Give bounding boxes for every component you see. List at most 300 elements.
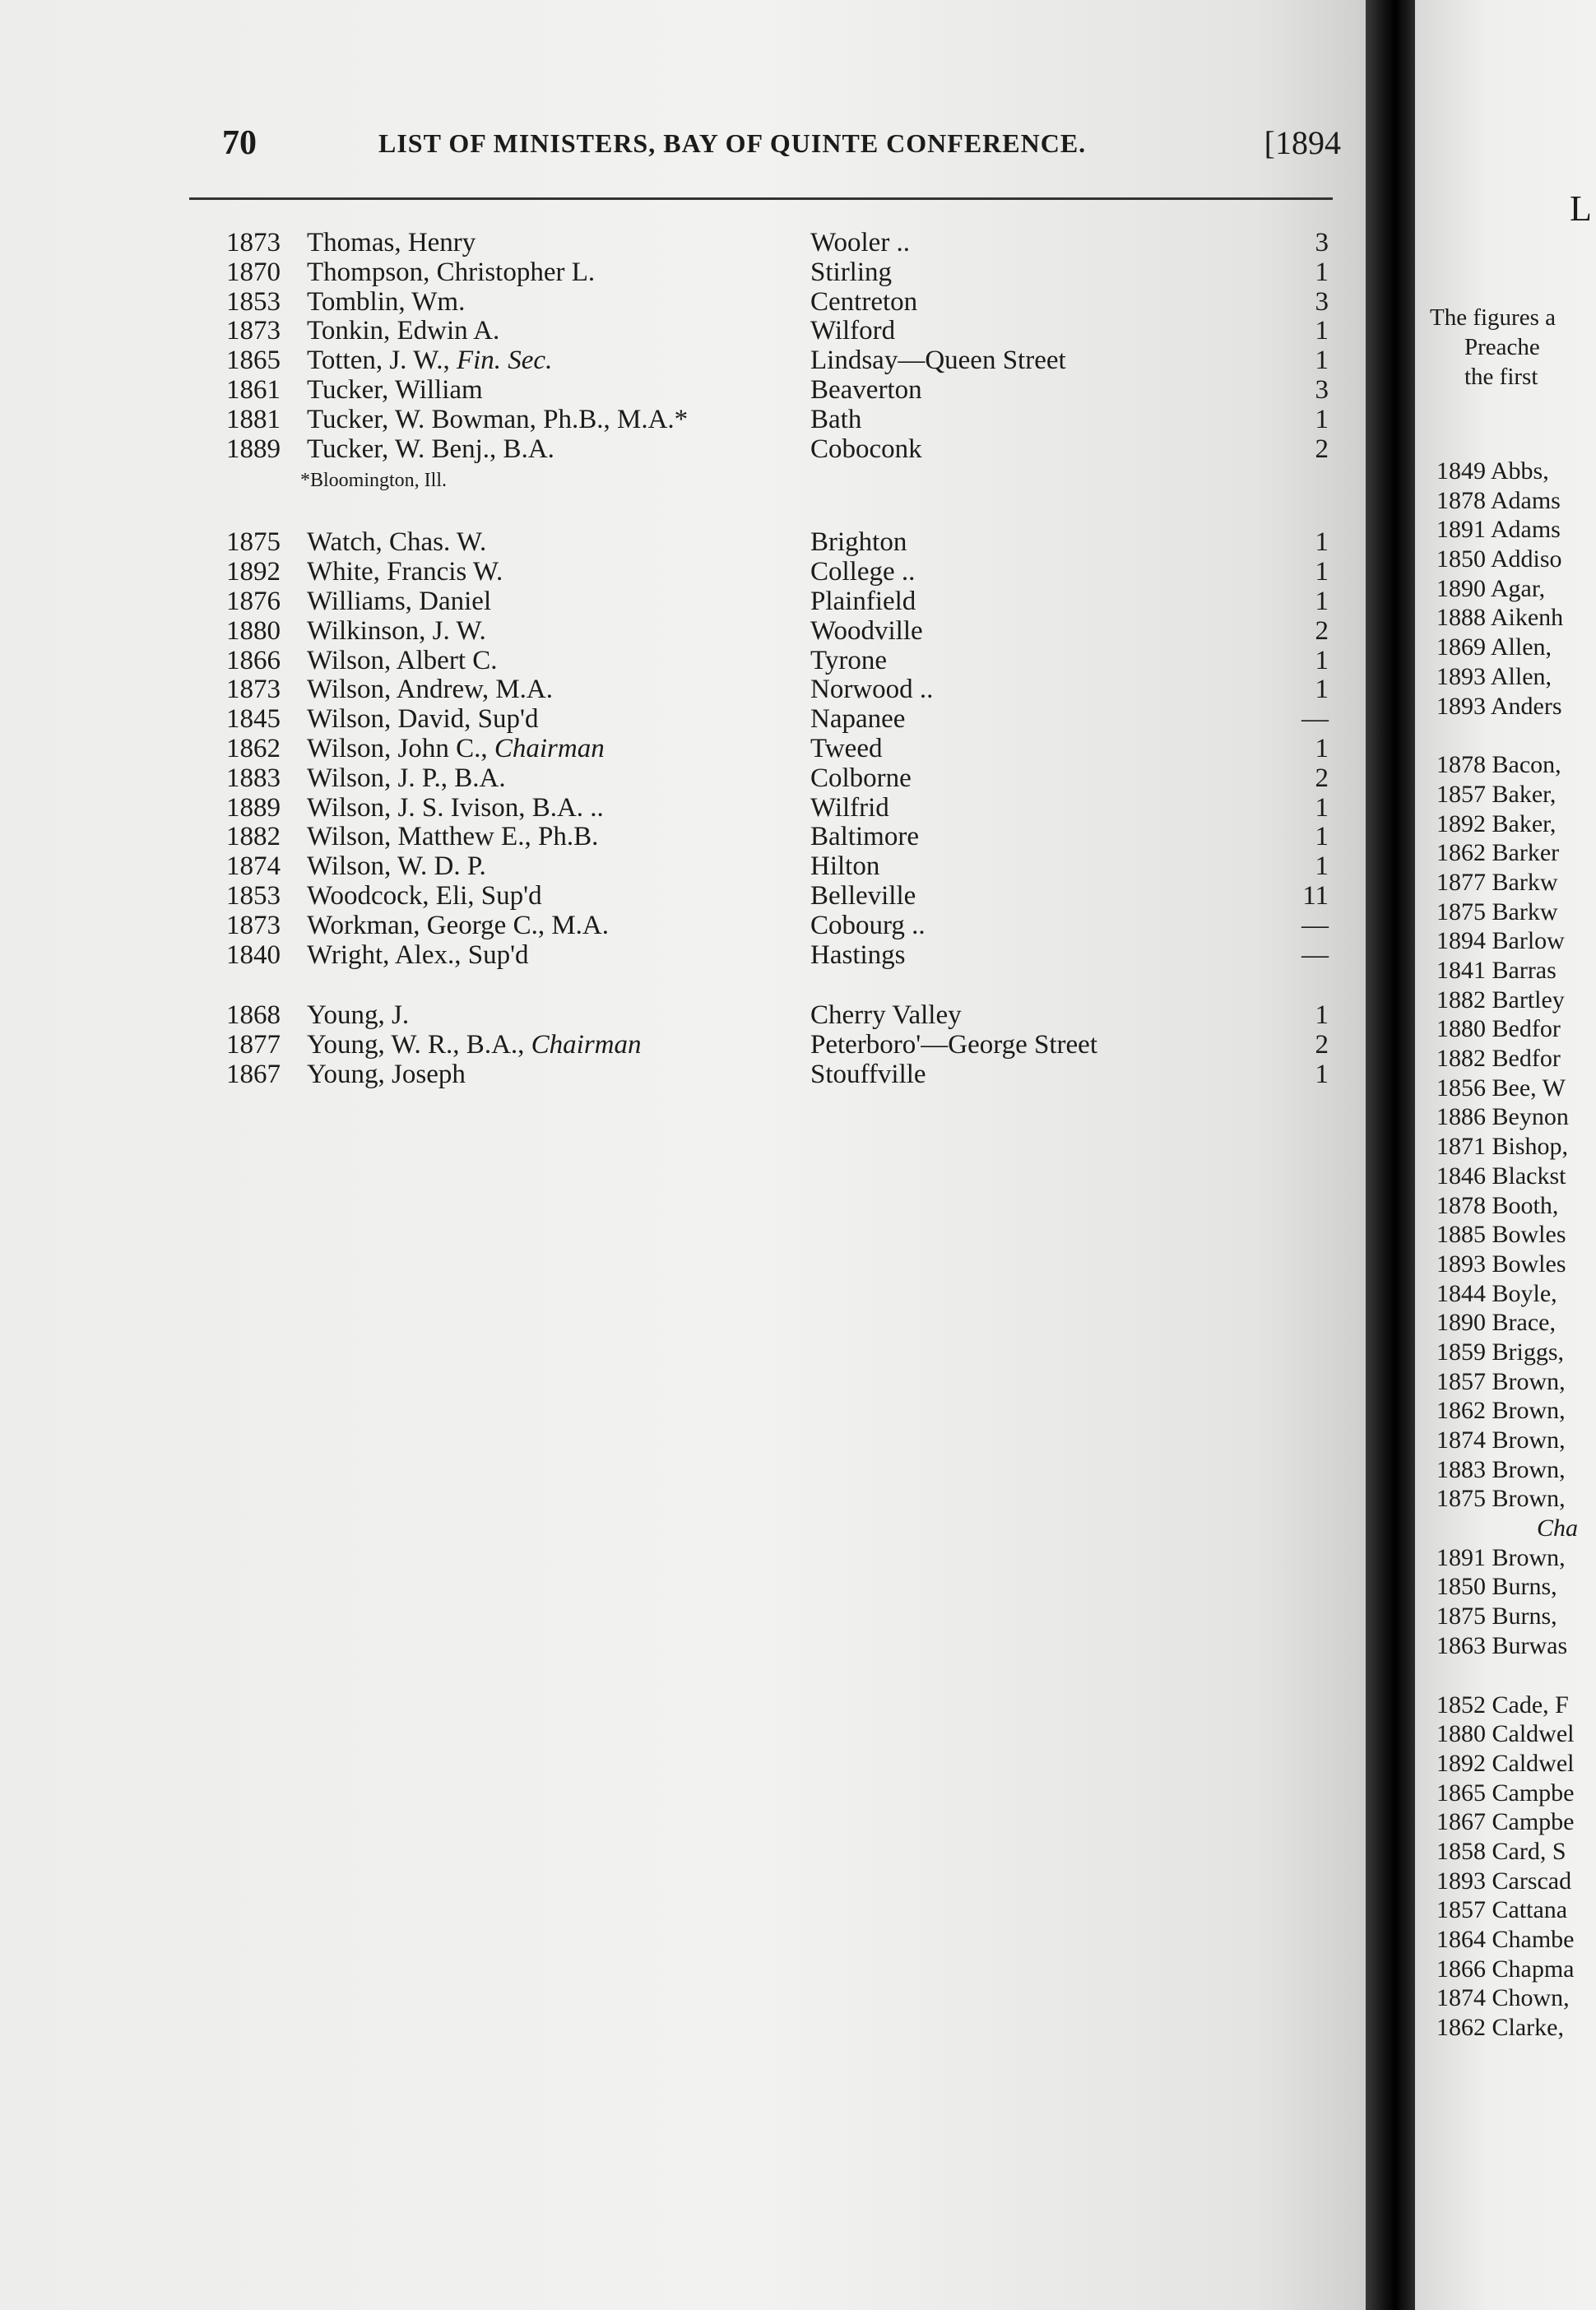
right-page-year: 1890 <box>1436 1309 1486 1337</box>
right-page-row <box>1436 898 1578 927</box>
right-page-year: 1880 <box>1436 1015 1486 1043</box>
years-in-station: — <box>1301 910 1329 940</box>
right-page-name: Brown, <box>1492 1367 1566 1395</box>
right-page-name: Barlow <box>1492 927 1565 955</box>
appointment-year: 1867 <box>226 1059 281 1089</box>
right-page-year: 1852 <box>1436 1691 1486 1719</box>
year-bracket: [1894 <box>1264 124 1341 161</box>
right-page-name: Barker <box>1492 839 1560 867</box>
minister-name <box>307 852 486 882</box>
right-page-row <box>1436 1631 1578 1661</box>
minister-row <box>226 587 1329 617</box>
minister-name-text: Tomblin, Wm. <box>307 286 466 317</box>
header-rule <box>189 197 1333 200</box>
right-page-year: 1871 <box>1436 1133 1486 1161</box>
footnote: *Bloomington, Ill. <box>300 470 448 492</box>
page-number: 70 <box>222 124 257 162</box>
right-page-name: Campbe <box>1492 1808 1575 1836</box>
right-page-row <box>1436 662 1578 692</box>
station-name: Woodville <box>810 615 923 646</box>
right-page-name: Bacon, <box>1492 751 1561 779</box>
right-page-row <box>1436 486 1578 516</box>
right-page-row <box>1436 956 1578 986</box>
appointment-year: 1873 <box>226 228 281 257</box>
right-page-year: 1859 <box>1436 1338 1486 1366</box>
right-page-year: 1893 <box>1436 1250 1486 1278</box>
station-name: Belleville <box>810 880 916 911</box>
minister-row <box>226 675 1329 705</box>
right-page-row <box>1436 1983 1578 2013</box>
years-in-station: 1 <box>1315 316 1329 346</box>
right-page-year: 1864 <box>1436 1926 1486 1953</box>
minister-row <box>226 1060 1329 1090</box>
station-name: Hilton <box>810 851 880 882</box>
minister-name <box>307 1001 409 1031</box>
right-page-name: Brown, <box>1492 1426 1566 1454</box>
minister-row <box>226 558 1329 587</box>
right-page-row <box>1436 1338 1578 1367</box>
right-page-name: Brown, <box>1492 1543 1566 1571</box>
appointment-year: 1876 <box>226 586 281 616</box>
minister-name-text: Young, J. <box>307 1000 410 1031</box>
years-in-station: 2 <box>1315 434 1329 464</box>
right-page-name: Bee, W <box>1492 1074 1566 1102</box>
minister-name-text: Wright, Alex., Sup'd <box>307 939 529 970</box>
minister-name-text: Wilson, W. D. P. <box>307 851 486 882</box>
minister-name <box>307 376 483 406</box>
right-page-name: Barkw <box>1492 868 1558 896</box>
right-page-row <box>1436 1250 1578 1279</box>
minister-row <box>226 406 1329 435</box>
right-page-year: 1890 <box>1436 574 1486 602</box>
station-name: Cobourg .. <box>810 910 926 940</box>
minister-name-text: Wilson, Albert C. <box>307 645 498 675</box>
right-page-continuation: Cha <box>1537 1514 1579 1542</box>
right-page-name: Brown, <box>1492 1485 1566 1513</box>
right-page-row <box>1436 2013 1578 2043</box>
right-page-year: 1850 <box>1436 1573 1486 1601</box>
right-page-row <box>1436 1867 1578 1896</box>
minister-name-text: Young, Joseph <box>307 1059 466 1089</box>
station-name: Stirling <box>810 257 893 287</box>
years-in-station: 1 <box>1315 1000 1329 1031</box>
years-in-station: 1 <box>1315 645 1329 675</box>
right-page-year: 1893 <box>1436 662 1486 690</box>
minister-row <box>226 1001 1329 1031</box>
right-page-name: Bedfor <box>1492 1045 1561 1073</box>
appointment-year: 1882 <box>226 822 281 852</box>
minister-name-text: Wilson, Matthew E., Ph.B. <box>307 822 599 852</box>
minister-name-text: White, Francis W. <box>307 557 503 587</box>
appointment-year: 1866 <box>226 645 281 675</box>
appointment-year: 1870 <box>226 257 281 287</box>
right-page-name: Baker, <box>1492 809 1557 837</box>
minister-row <box>226 1031 1329 1060</box>
right-page-name: Burns, <box>1492 1573 1557 1601</box>
appointment-year: 1889 <box>226 434 281 464</box>
right-page-row <box>1436 1102 1578 1132</box>
right-page-name: Briggs, <box>1492 1338 1565 1366</box>
minister-list <box>226 229 1329 1090</box>
right-page-year: 1891 <box>1436 516 1486 544</box>
minister-name-text: Thompson, Christopher L. <box>307 257 596 287</box>
right-page-name: Beynon <box>1492 1103 1569 1131</box>
page-header <box>222 123 1341 181</box>
minister-row <box>226 882 1329 911</box>
station-name: Cherry Valley <box>810 1000 962 1031</box>
minister-name-text: Thomas, Henry <box>307 228 476 257</box>
right-page-name: Chambe <box>1492 1926 1575 1953</box>
minister-row <box>226 941 1329 971</box>
right-page-name: Baker, <box>1492 780 1557 808</box>
right-page-year: 1878 <box>1436 486 1486 514</box>
right-page-row <box>1436 1749 1578 1779</box>
years-in-station: 2 <box>1315 1030 1329 1060</box>
minister-role: Chairman <box>494 733 605 763</box>
years-in-station: 3 <box>1315 374 1329 405</box>
years-in-station: 1 <box>1315 792 1329 823</box>
appointment-year: 1873 <box>226 675 281 705</box>
minister-name <box>307 406 688 435</box>
right-page-row <box>1436 926 1578 956</box>
right-page-row <box>1436 1162 1578 1191</box>
station-name: Lindsay—Queen Street <box>810 346 1066 376</box>
minister-name <box>307 705 538 735</box>
station-name: Wooler .. <box>810 228 911 257</box>
years-in-station: 1 <box>1315 557 1329 587</box>
right-page-name: Barras <box>1492 957 1557 984</box>
years-in-station: 1 <box>1315 733 1329 763</box>
right-page-year: 1857 <box>1436 780 1486 808</box>
right-page-name: Adams <box>1490 486 1561 514</box>
right-page-row <box>1436 1074 1578 1103</box>
right-page-year: 1844 <box>1436 1279 1486 1307</box>
right-page-intro-line: The figures a <box>1430 304 1556 331</box>
right-page-year: 1841 <box>1436 957 1486 984</box>
minister-name <box>307 528 486 558</box>
group-spacer <box>226 497 1329 528</box>
minister-row <box>226 911 1329 941</box>
right-page-name: Cattana <box>1492 1896 1568 1924</box>
right-page-year: 1857 <box>1436 1896 1486 1924</box>
right-page-year: 1867 <box>1436 1808 1486 1836</box>
minister-name-text: Young, W. R., B.A., <box>307 1030 531 1060</box>
right-page-year: 1866 <box>1436 1955 1486 1983</box>
minister-row <box>226 258 1329 288</box>
right-page-name: Cade, F <box>1492 1691 1569 1719</box>
station-name: Napanee <box>810 704 906 735</box>
minister-name <box>307 558 503 587</box>
station-name: Centreton <box>810 286 918 317</box>
minister-name <box>307 435 554 465</box>
right-page-name: Bowles <box>1492 1221 1566 1249</box>
minister-name-text: Williams, Daniel <box>307 586 492 616</box>
right-page-row <box>1436 457 1578 486</box>
years-in-station: 3 <box>1315 286 1329 317</box>
years-in-station: 1 <box>1315 1059 1329 1089</box>
right-page-name: Addiso <box>1490 545 1562 573</box>
right-page-row <box>1436 515 1578 545</box>
years-in-station: 1 <box>1315 851 1329 882</box>
right-page-year: 1858 <box>1436 1837 1486 1865</box>
years-in-station: 2 <box>1315 763 1329 793</box>
right-page-name: Allen, <box>1490 662 1552 690</box>
minister-name <box>307 317 499 346</box>
minister-name-text: Wilson, J. P., B.A. <box>307 763 506 793</box>
appointment-year: 1874 <box>226 851 281 882</box>
station-name: Hastings <box>810 939 906 970</box>
right-page-name: Caldwel <box>1492 1720 1575 1748</box>
station-name: Bath <box>810 404 862 434</box>
right-page-year: 1893 <box>1436 1867 1486 1895</box>
right-page-year: 1846 <box>1436 1162 1486 1190</box>
station-name: Beaverton <box>810 374 922 405</box>
right-page-row <box>1436 1572 1578 1602</box>
right-page-year: 1882 <box>1436 986 1486 1014</box>
minister-name-text: Wilson, David, Sup'd <box>307 704 539 735</box>
running-title: LIST OF MINISTERS, BAY OF QUINTE CONFERENCE. <box>378 128 1087 158</box>
appointment-year: 1862 <box>226 733 281 763</box>
minister-name <box>307 346 552 376</box>
right-page-row <box>1436 1925 1578 1955</box>
right-page-year: 1869 <box>1436 633 1486 661</box>
station-name: Baltimore <box>810 822 919 852</box>
right-page-name: Bartley <box>1492 986 1565 1014</box>
right-page-row <box>1436 545 1578 574</box>
right-page-row <box>1436 838 1578 868</box>
station-name: Coboconk <box>810 434 922 464</box>
minister-row <box>226 288 1329 318</box>
right-page-year: 1874 <box>1436 1426 1486 1454</box>
right-page-row <box>1436 1955 1578 1984</box>
right-page-name: Brace, <box>1492 1309 1556 1337</box>
appointment-year: 1873 <box>226 910 281 940</box>
minister-name <box>307 675 553 705</box>
appointment-year: 1892 <box>226 557 281 587</box>
right-page-name: Boyle, <box>1492 1279 1557 1307</box>
right-page-year: 1892 <box>1436 809 1486 837</box>
right-page-intro-line: the first <box>1464 364 1538 390</box>
right-page-row <box>1436 1132 1578 1162</box>
right-page-name: Abbs, <box>1490 457 1549 485</box>
station-name: Wilfrid <box>810 792 889 823</box>
right-page-row <box>1436 1807 1578 1837</box>
right-page-year: 1863 <box>1436 1631 1486 1659</box>
station-name: Brighton <box>810 527 907 558</box>
minister-name <box>307 258 595 288</box>
minister-name <box>307 229 476 258</box>
group-spacer <box>226 970 1329 1001</box>
minister-name-text: Wilson, J. S. Ivison, B.A. .. <box>307 792 604 823</box>
right-page-heading: L <box>1570 188 1592 229</box>
minister-name-text: Tonkin, Edwin A. <box>307 316 500 346</box>
right-page-row <box>1436 633 1578 662</box>
appointment-year: 1845 <box>226 704 281 735</box>
right-page-year: 1888 <box>1436 604 1486 632</box>
right-page-year: 1886 <box>1436 1103 1486 1131</box>
right-page-row <box>1436 1691 1578 1720</box>
right-page <box>1415 0 1596 2310</box>
appointment-year: 1880 <box>226 615 281 646</box>
right-page-year: 1878 <box>1436 751 1486 779</box>
right-page-row <box>1436 1308 1578 1338</box>
right-page-row <box>1436 603 1578 633</box>
right-page-name: Barkw <box>1492 898 1558 925</box>
right-page-row <box>1436 1426 1578 1455</box>
right-page-name: Allen, <box>1490 633 1552 661</box>
right-page-name: Aikenh <box>1490 604 1564 632</box>
minister-row <box>226 823 1329 852</box>
minister-row <box>226 647 1329 676</box>
years-in-station: 1 <box>1315 675 1329 705</box>
minister-name-text: Wilson, John C., <box>307 733 494 763</box>
appointment-year: 1853 <box>226 880 281 911</box>
right-page-year: 1877 <box>1436 868 1486 896</box>
years-in-station: 1 <box>1315 404 1329 434</box>
right-page-year: 1862 <box>1436 839 1486 867</box>
right-page-name: Chown, <box>1492 1984 1570 2012</box>
right-page-name: Campbe <box>1492 1779 1575 1807</box>
minister-row <box>226 852 1329 882</box>
minister-row <box>226 376 1329 406</box>
minister-name <box>307 1031 642 1060</box>
minister-name <box>307 647 498 676</box>
minister-name <box>307 823 598 852</box>
minister-role: Chairman <box>531 1030 642 1060</box>
appointment-year: 1853 <box>226 286 281 317</box>
right-page-name: Adams <box>1490 516 1561 544</box>
minister-row <box>226 764 1329 794</box>
minister-row <box>226 794 1329 823</box>
right-page-row <box>1436 1455 1578 1485</box>
right-page-year: 1850 <box>1436 545 1486 573</box>
right-page-name: Brown, <box>1492 1455 1566 1483</box>
minister-name-text: Totten, J. W., <box>307 346 457 376</box>
right-page-row <box>1436 1484 1578 1514</box>
appointment-year: 1861 <box>226 374 281 405</box>
right-page-name: Chapma <box>1492 1955 1575 1983</box>
right-page-row <box>1436 1396 1578 1426</box>
minister-name-text: Tucker, W. Bowman, Ph.B., M.A.* <box>307 404 689 434</box>
right-page-name: Bedfor <box>1492 1015 1561 1043</box>
years-in-station: 1 <box>1315 346 1329 376</box>
right-page-intro-line: Preache <box>1464 334 1540 360</box>
minister-name <box>307 764 506 794</box>
right-page-year: 1885 <box>1436 1221 1486 1249</box>
years-in-station: — <box>1301 704 1329 735</box>
right-page-year: 1857 <box>1436 1367 1486 1395</box>
right-page-year: 1893 <box>1436 692 1486 720</box>
right-page-row <box>1436 574 1578 604</box>
minister-row <box>226 528 1329 558</box>
right-page-name: Anders <box>1490 692 1562 720</box>
minister-name <box>307 794 604 823</box>
minister-row <box>226 705 1329 735</box>
right-page-year: 1892 <box>1436 1749 1486 1777</box>
right-page-row <box>1436 780 1578 809</box>
right-page-minister-list <box>1436 457 1578 2043</box>
right-page-year: 1875 <box>1436 898 1486 925</box>
right-page-name: Agar, <box>1490 574 1546 602</box>
minister-name <box>307 941 529 971</box>
right-page-name: Brown, <box>1492 1397 1566 1425</box>
right-page-year: 1865 <box>1436 1779 1486 1807</box>
right-page-year: 1862 <box>1436 1397 1486 1425</box>
appointment-year: 1877 <box>226 1030 281 1060</box>
minister-name-text: Wilson, Andrew, M.A. <box>307 675 554 705</box>
right-page-row <box>1436 1367 1578 1397</box>
minister-name <box>307 911 609 941</box>
right-page-year: 1883 <box>1436 1455 1486 1483</box>
minister-name-text: Tucker, William <box>307 374 483 405</box>
right-page-year: 1874 <box>1436 1984 1486 2012</box>
years-in-station: — <box>1301 939 1329 970</box>
right-page-row <box>1436 1895 1578 1925</box>
right-page-year: 1878 <box>1436 1191 1486 1219</box>
minister-row <box>226 435 1329 465</box>
right-page-name: Bowles <box>1492 1250 1566 1278</box>
right-page-row <box>1436 1014 1578 1044</box>
minister-name <box>307 587 491 617</box>
right-page-row <box>1436 1719 1578 1749</box>
station-name: Peterboro'—George Street <box>810 1030 1097 1060</box>
right-page-name: Carscad <box>1492 1867 1572 1895</box>
right-page-name: Burwas <box>1492 1631 1568 1659</box>
minister-row <box>226 617 1329 647</box>
station-name: Norwood .. <box>810 675 934 705</box>
right-page-name: Burns, <box>1492 1603 1557 1630</box>
right-page-name: Caldwel <box>1492 1749 1575 1777</box>
appointment-year: 1868 <box>226 1000 281 1031</box>
minister-name-text: Woodcock, Eli, Sup'd <box>307 880 542 911</box>
minister-row <box>226 346 1329 376</box>
minister-name <box>307 288 465 318</box>
minister-name-text: Workman, George C., M.A. <box>307 910 610 940</box>
right-page-row <box>1436 692 1578 721</box>
right-page-row <box>1436 1602 1578 1631</box>
book-gutter <box>1366 0 1415 2310</box>
appointment-year: 1873 <box>226 316 281 346</box>
minister-name <box>307 1060 466 1090</box>
right-page-year: 1880 <box>1436 1720 1486 1748</box>
right-page-name: Booth, <box>1492 1191 1559 1219</box>
minister-name-text: Wilkinson, J. W. <box>307 615 486 646</box>
appointment-year: 1875 <box>226 527 281 558</box>
right-page-group-spacer <box>1436 721 1578 750</box>
right-page-intro <box>1430 303 1556 392</box>
appointment-year: 1840 <box>226 939 281 970</box>
appointment-year: 1883 <box>226 763 281 793</box>
right-page-name: Card, S <box>1492 1837 1566 1865</box>
right-page-group-spacer <box>1436 1661 1578 1691</box>
right-page-year: 1862 <box>1436 2014 1486 2042</box>
years-in-station: 1 <box>1315 257 1329 287</box>
station-name: Tweed <box>810 733 883 763</box>
right-page-name: Bishop, <box>1492 1133 1569 1161</box>
minister-role: Fin. Sec. <box>456 346 553 376</box>
years-in-station: 2 <box>1315 615 1329 646</box>
minister-row <box>226 735 1329 764</box>
minister-name <box>307 617 486 647</box>
station-name: Colborne <box>810 763 912 793</box>
right-page-row <box>1436 1779 1578 1808</box>
right-page-row <box>1436 1279 1578 1309</box>
right-page-year: 1894 <box>1436 927 1486 955</box>
minister-name-text: Watch, Chas. W. <box>307 527 487 558</box>
minister-row <box>226 317 1329 346</box>
years-in-station: 11 <box>1302 880 1329 911</box>
right-page-year: 1875 <box>1436 1485 1486 1513</box>
